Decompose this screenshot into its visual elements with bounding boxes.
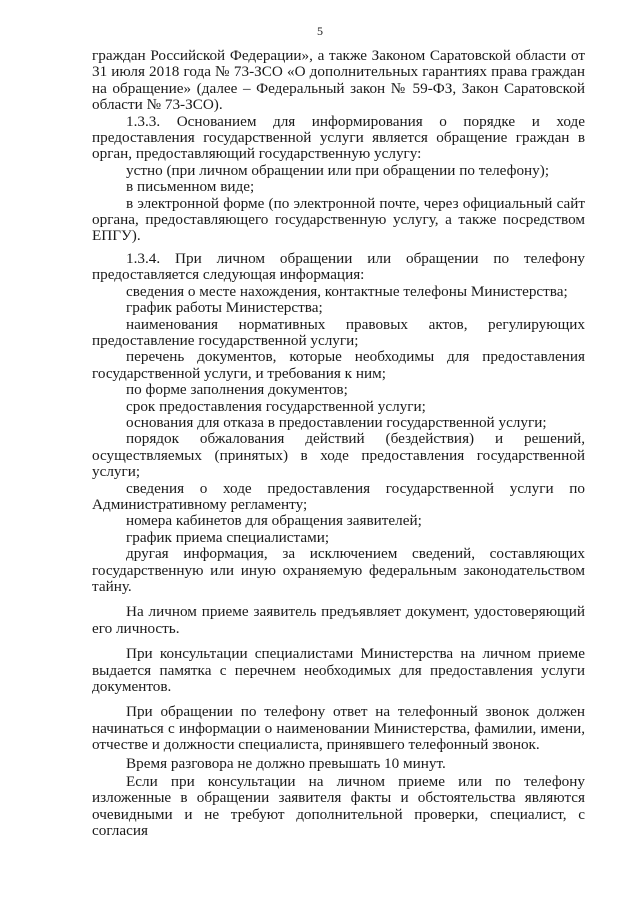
- list-item: в электронной форме (по электронной почте, через официальный сайт органа, предоставляющего государственную услугу, а также посредством ЕПГУ).: [92, 194, 585, 245]
- list-item: номера кабинетов для обращения заявителей;: [126, 512, 422, 530]
- list-item: график работы Министерства;: [126, 299, 323, 317]
- list-item: другая информация, за исключением сведений, составляющих государственную или иную охраняемую федеральным законодательством тайну.: [92, 545, 585, 595]
- list-item: график приема специалистами;: [126, 528, 330, 546]
- paragraph: При обращении по телефону ответ на телефонный звонок должен начинаться с информации о наименовании Министерства, фамилии, имени, отчестве и должности специалиста, принявшего телефонный звонок.: [92, 703, 585, 754]
- document-body: [92, 48, 585, 840]
- page-number: 5: [317, 24, 323, 38]
- list-item: сведения о ходе предоставления государственной услуги по Административному регламенту;: [92, 479, 585, 513]
- paragraph: При консультации специалистами Министерства на личном приеме выдается памятка с перечнем необходимых для предоставления услуги документов.: [92, 645, 585, 696]
- list-item: порядок обжалования действий (бездействия) и решений, осуществляемых (принятых) в ходе предоставления государственной услуги;: [92, 430, 585, 481]
- list-item: перечень документов, которые необходимы для предоставления государственной услуги, и требования к ним;: [92, 348, 585, 382]
- paragraph: Если при консультации на личном приеме или по телефону изложенные в обращении заявителя факты и обстоятельства являются очевидными и не требуют дополнительной проверки, специалист, с согласия: [92, 773, 585, 840]
- paragraph: Время разговора не должно превышать 10 минут.: [126, 754, 446, 772]
- list-item: сведения о месте нахождения, контактные телефоны Министерства;: [126, 282, 568, 300]
- list-item: устно (при личном обращении или при обращении по телефону);: [126, 161, 550, 179]
- list-item: в письменном виде;: [126, 178, 255, 196]
- paragraph: На личном приеме заявитель предъявляет документ, удостоверяющий его личность.: [92, 603, 585, 637]
- paragraph: граждан Российской Федерации», а также Законом Саратовской области от 31 июля 2018 года № 73-ЗСО «О дополнительных гарантиях права граждан на обращение» (далее – Федеральный закон № 59-ФЗ, Закон Саратовской области № 73-ЗСО).: [92, 47, 585, 114]
- list-item: по форме заполнения документов;: [126, 381, 348, 399]
- list-item: срок предоставления государственной услуги;: [126, 397, 426, 415]
- list-item: наименования нормативных правовых актов, регулирующих предоставление государственной услуги;: [92, 315, 585, 349]
- paragraph: 1.3.4. При личном обращении или обращении по телефону предоставляется следующая информация:: [92, 249, 585, 284]
- paragraph: 1.3.3. Основанием для информирования о порядке и ходе предоставления государственной услуги является обращение граждан в орган, предоставляющий государственную услугу:: [92, 112, 585, 163]
- list-item: основания для отказа в предоставлении государственной услуги;: [126, 413, 547, 431]
